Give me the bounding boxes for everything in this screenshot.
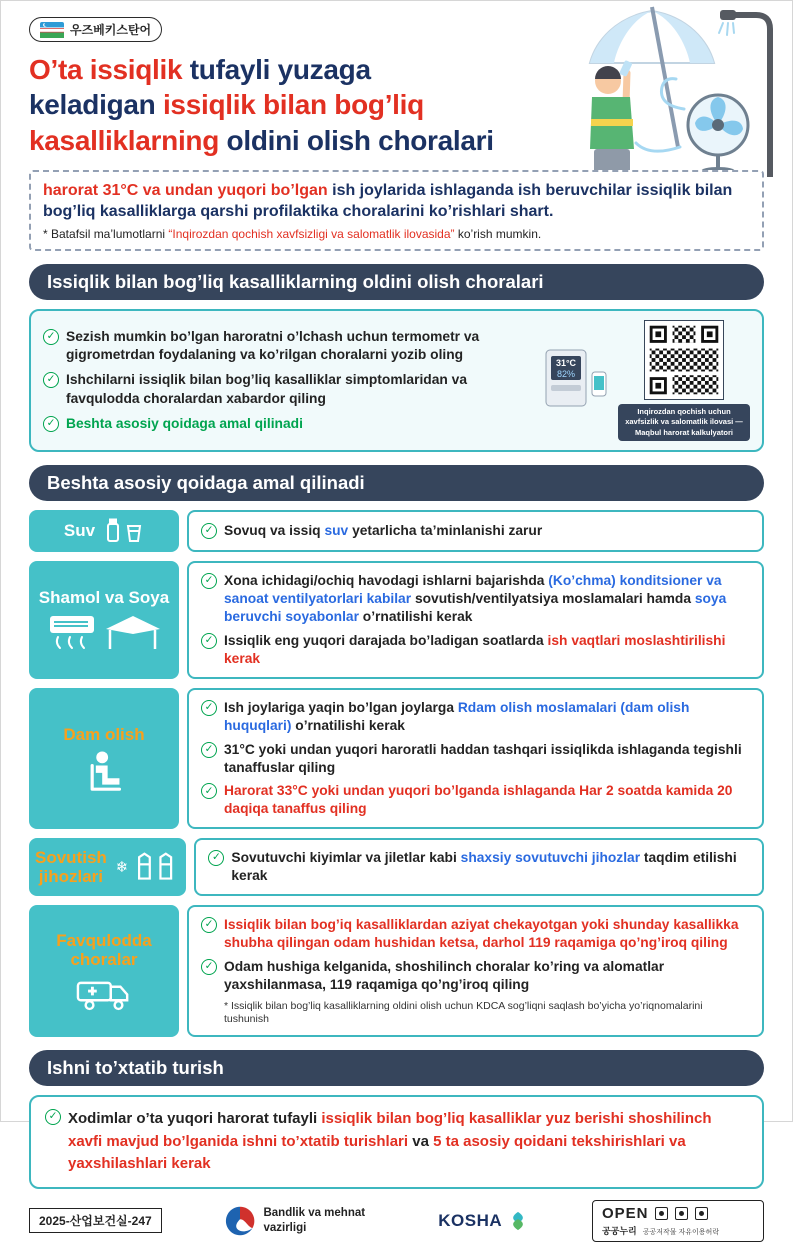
list-item-text: Issiqlik bilan bog’iq kasalliklardan aziyat chekayotgan yoki shunday kasallikka shubha qilingan odam hushidan ketsa, darhol 119 raqamiga qo’ng’iroq qiling bbox=[224, 917, 739, 951]
check-icon: ✓ bbox=[201, 633, 217, 649]
list-item-text: Issiqlik eng yuqori darajada bo’ladigan soatlarda ish vaqtlari moslashtirilishi kerak bbox=[224, 632, 726, 666]
list-item bbox=[208, 849, 750, 885]
list-item-text: Odam hushiga kelganida, shoshilinch choralar ko’ring va alomatlar yaxshilanmasa, 119 raqamiga qo’ng’iroq qiling bbox=[224, 959, 665, 992]
list-item-text: Sezish mumkin bo’lgan haroratni o’lchash uchun termometr va gigrometrdan foydalaning va ko’rilgan choralarni yozib oling bbox=[66, 328, 480, 363]
rule-label-wind-shade bbox=[29, 561, 179, 679]
check-icon: ✓ bbox=[201, 523, 217, 539]
employer-obligation-notice bbox=[29, 170, 764, 251]
resting-person-icon bbox=[84, 750, 124, 792]
notice-footnote: * Batafsil ma’lumotlarni “Inqirozdan qochish xavfsizligi va salomatlik ilovasida” ko’rish mumkin. bbox=[43, 226, 542, 241]
rule-row-wind-shade bbox=[29, 561, 764, 679]
kosha-wordmark: KOSHA bbox=[438, 1210, 503, 1230]
list-item-text: Xodimlar o’ta yuqori harorat tufayli issiqlik bilan bog’liq kasalliklar yuz berishi shoshilinch xavfi mavjud bo’lganida ishni to’xtatib turishlari va 5 ta asosiy qoidani tekshirishlari va yaxshilashlari kerak bbox=[68, 1110, 712, 1173]
section2-header-label: Beshta asosiy qoidaga amal qilinadi bbox=[47, 472, 365, 494]
fan-icon bbox=[688, 95, 748, 175]
list-item bbox=[201, 782, 750, 818]
rule-content-emergency bbox=[187, 905, 764, 1037]
list-item-text: Harorat 33°C yoki undan yuqori bo’lganda ishlaganda Har 2 soatda kamida 20 daqiqa tanaffus qiling bbox=[224, 783, 733, 817]
check-icon: ✓ bbox=[45, 1109, 61, 1125]
list-item bbox=[43, 371, 530, 407]
rule-content-wind-shade bbox=[187, 561, 764, 679]
section3-header bbox=[29, 1050, 764, 1086]
emergency-footnote: * Issiqlik bilan bog’liq kasalliklarning oldini olish uchun KDCA sog’liqni saqlash bo’yicha yo’riqnomalarini tushunish bbox=[224, 999, 703, 1025]
list-item bbox=[201, 522, 750, 540]
check-icon: ✓ bbox=[201, 742, 217, 758]
korea-government-emblem-icon bbox=[224, 1205, 256, 1237]
rule-label-cooling-gear bbox=[29, 838, 186, 896]
rule-label-text: Dam olish bbox=[63, 725, 145, 745]
check-icon: ✓ bbox=[201, 959, 217, 975]
list-item bbox=[43, 415, 530, 433]
kosha-mark-icon bbox=[507, 1210, 529, 1232]
list-item bbox=[201, 572, 750, 626]
title-line-2: keladigan issiqlik bilan bog’liq bbox=[29, 89, 424, 121]
list-item-text: Xona ichidagi/ochiq havodagi ishlarni bajarishda (Ko’chma) konditsioner va sanoat ventilyatorlari kabilar sovutish/ventilyatsiya moslamalari hamda soya beruvchi soyabonlar o’rnatilishi kerak bbox=[224, 573, 727, 625]
language-badge bbox=[29, 17, 162, 42]
section3-header-label: Ishni to’xtatib turish bbox=[47, 1057, 224, 1079]
kosha-logo-block bbox=[438, 1210, 529, 1232]
rule-content-water bbox=[187, 510, 764, 552]
person-drinking-water bbox=[590, 60, 634, 173]
qr-caption: Inqirozdan qochish uchun xavfsizlik va salomatlik ilovasi — Maqbul harorat kalkulyatori bbox=[618, 404, 750, 442]
check-icon: ✓ bbox=[201, 783, 217, 799]
work-stoppage-box bbox=[29, 1095, 764, 1189]
water-bottle-cup-icon bbox=[104, 518, 144, 544]
uzbekistan-flag-icon bbox=[40, 22, 64, 38]
shower-pole-icon bbox=[719, 10, 770, 177]
license-person-icon bbox=[655, 1207, 668, 1220]
notice-text: harorat 31°C va undan yuqori bo’lgan ish joylarida ishlaganda ish beruvchilar issiqlik bilan bog’liq kasalliklarga qarshi profilaktika choralarini ko’rishlari shart. bbox=[43, 182, 733, 221]
list-item-text: Sovutuvchi kiyimlar va jiletlar kabi shaxsiy sovutuvchi jihozlar taqdim etilishi kerak bbox=[231, 850, 737, 884]
rule-label-text: Sovutish jihozlari bbox=[35, 847, 107, 887]
license-change-icon bbox=[695, 1207, 708, 1220]
open-korean-label: 공공누리 bbox=[601, 1225, 637, 1236]
rule-label-text: Shamol va Soya bbox=[38, 587, 170, 607]
prevention-measures-box bbox=[29, 309, 764, 453]
rule-label-emergency bbox=[29, 905, 179, 1037]
check-icon: ✓ bbox=[208, 850, 224, 866]
list-item bbox=[201, 958, 750, 994]
open-license-badge bbox=[592, 1200, 764, 1242]
section1-header-label: Issiqlik bilan bog’liq kasalliklarning oldini olish choralari bbox=[47, 270, 544, 292]
section2-header bbox=[29, 465, 764, 501]
check-icon: ✓ bbox=[201, 700, 217, 716]
ministry-name: Bandlik va mehnat vazirligi bbox=[263, 1207, 366, 1234]
list-item-text: Beshta asosiy qoidaga amal qilinadi bbox=[66, 415, 303, 431]
list-item bbox=[43, 328, 530, 364]
list-item bbox=[201, 699, 750, 735]
kiosk-humidity-readout: 82% bbox=[556, 369, 576, 380]
qr-block bbox=[618, 320, 750, 442]
rule-row-emergency bbox=[29, 905, 764, 1037]
list-item-text: Sovuq va issiq suv yetarlicha ta’minlanishi zarur bbox=[224, 523, 543, 539]
app-info-graphics bbox=[540, 320, 750, 442]
title-line-3: kasalliklarning oldini olish choralari bbox=[29, 124, 494, 156]
rule-row-cooling-gear bbox=[29, 838, 764, 896]
list-item bbox=[201, 916, 750, 952]
air-conditioner-canopy-icon bbox=[48, 612, 160, 652]
header-illustration bbox=[512, 5, 782, 177]
five-rules-rows bbox=[29, 510, 764, 1037]
list-item-text: Ish joylariga yaqin bo’lgan joylarga Rdam olish moslamalari (dam olish huquqlari) o’rnatilishi kerak bbox=[224, 699, 690, 733]
footer bbox=[29, 1200, 764, 1242]
rule-row-water bbox=[29, 510, 764, 552]
ministry-logo-block bbox=[224, 1205, 375, 1237]
document-number: 2025-산업보건실-247 bbox=[29, 1208, 162, 1233]
rule-label-water bbox=[29, 510, 179, 552]
rule-row-rest bbox=[29, 688, 764, 830]
rule-content-cooling-gear bbox=[194, 838, 764, 896]
check-icon: ✓ bbox=[43, 416, 59, 432]
check-icon: ✓ bbox=[201, 573, 217, 589]
ambulance-icon bbox=[76, 975, 132, 1012]
language-badge-label: 우즈베키스탄어 bbox=[70, 23, 152, 37]
list-item bbox=[201, 741, 750, 777]
open-label: OPEN bbox=[601, 1204, 649, 1222]
rule-label-text: Suv bbox=[63, 521, 96, 541]
rule-label-rest bbox=[29, 688, 179, 830]
check-icon: ✓ bbox=[43, 372, 59, 388]
list-item bbox=[45, 1108, 748, 1176]
section1-header bbox=[29, 264, 764, 300]
title-line-1: O’ta issiqlik tufayli yuzaga bbox=[29, 53, 371, 85]
list-item-text: Ishchilarni issiqlik bilan bog’liq kasalliklar simptomlaridan va favqulodda choralardan xabardor qiling bbox=[66, 372, 468, 406]
open-caption: 공공저작물 자유이용허락 bbox=[642, 1228, 720, 1236]
check-icon: ✓ bbox=[201, 917, 217, 933]
snowflake-icon: ❄ bbox=[115, 858, 129, 876]
parasol-icon bbox=[590, 7, 714, 147]
list-item-text: 31°C yoki undan yuqori haroratli haddan tashqari issiqlikda ishlaganda tegishli tanaffuslar qiling bbox=[224, 741, 742, 775]
cooling-vest-icon bbox=[132, 851, 180, 883]
check-icon: ✓ bbox=[43, 329, 59, 345]
qr-code bbox=[644, 320, 724, 400]
kiosk-temp-readout: 31°C bbox=[555, 358, 577, 369]
prevention-checklist bbox=[43, 328, 530, 433]
rule-content-rest bbox=[187, 688, 764, 830]
rule-label-text: Favqulodda choralar bbox=[56, 930, 152, 970]
kiosk-illustration bbox=[540, 348, 610, 412]
list-item bbox=[201, 632, 750, 668]
license-share-icon bbox=[675, 1207, 688, 1220]
wind-swirl-icon bbox=[636, 79, 684, 152]
page-title bbox=[29, 52, 549, 159]
